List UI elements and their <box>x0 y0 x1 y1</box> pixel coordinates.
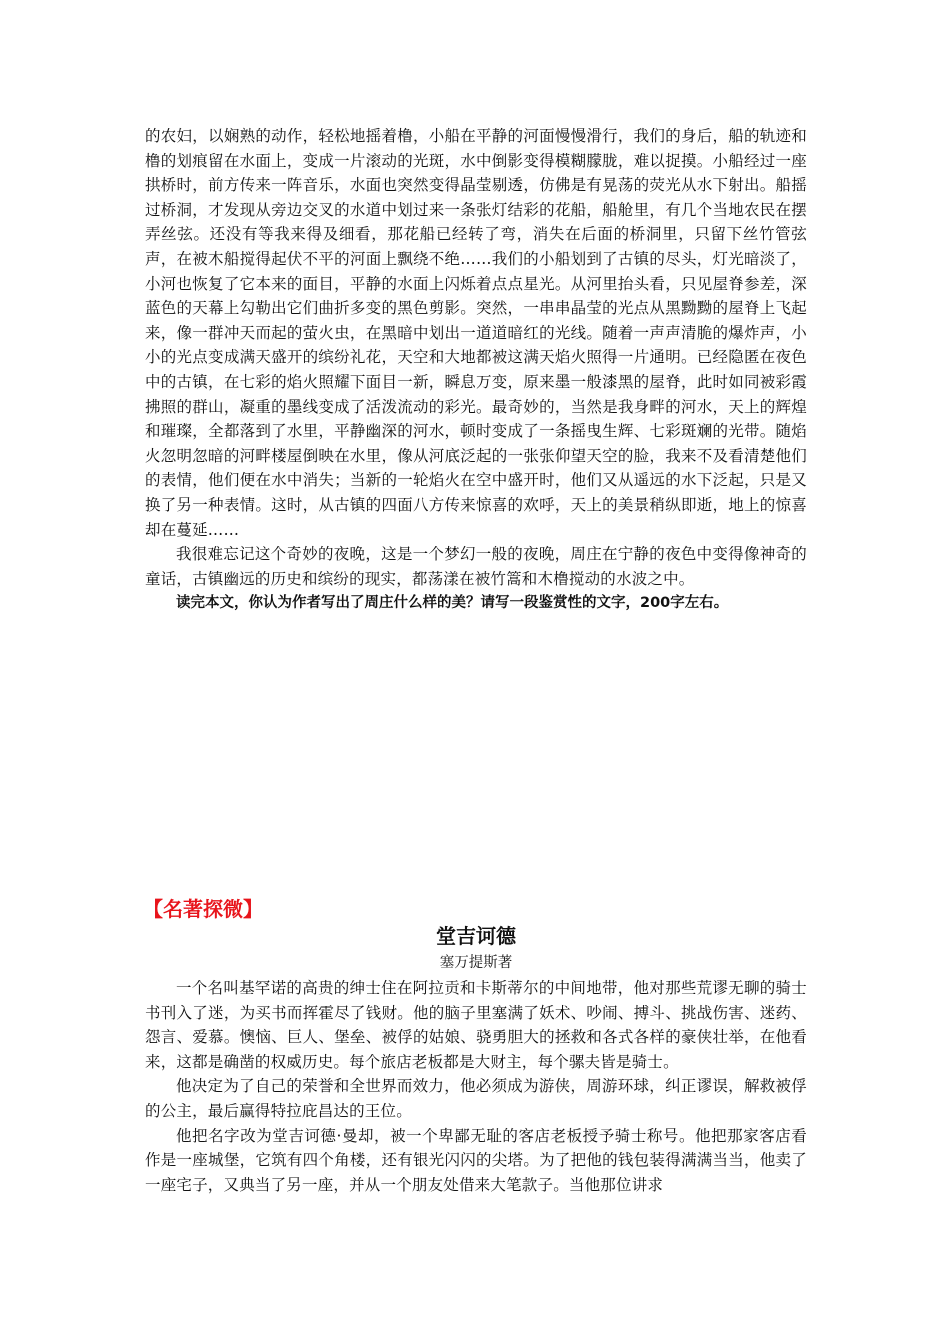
excerpt-paragraph: 一个名叫基罕诺的高贵的绅士住在阿拉贡和卡斯蒂尔的中间地带，他对那些荒谬无聊的骑士书刊入了迷，为买书而挥霍尽了钱财。他的脑子里塞满了妖术、吵闹、搏斗、挑战伤害、迷药、怨言、爱慕。懊恼、巨人、堡垒、被俘的姑娘、骁勇胆大的拯救和各式各样的豪侠壮举，在他看来，这都是确凿的权威历史。每个旅店老板都是大财主，每个骡夫皆是骑士。 <box>145 979 807 1071</box>
section-label: 【名著探微】 <box>143 897 263 921</box>
excerpt-paragraph: 他把名字改为堂吉诃德·曼却，被一个卑鄙无耻的客店老板授予骑士称号。他把那家客店看作是一座城堡，它筑有四个角楼，还有银光闪闪的尖塔。为了把他的钱包装得满满当当，他卖了一座宅子，又典当了另一座，并从一个朋友处借来大笔款子。当他那位讲求 <box>145 1126 807 1194</box>
passage-paragraph: 的农妇，以娴熟的动作，轻松地摇着橹，小船在平静的河面慢慢滑行，我们的身后，船的轨迹和橹的划痕留在水面上，变成一片滚动的光斑，水中倒影变得模糊朦胧，难以捉摸。小船经过一座拱桥时，前方传来一阵音乐，水面也突然变得晶莹剔透，仿佛是有晃荡的荧光从水下射出。船摇过桥洞，才发现从旁边交叉的水道中划过来一条张灯结彩的花船，船舱里，有几个当地农民在摆弄丝弦。还没有等我来得及细看，那花船已经转了弯，消失在后面的桥洞里，只留下丝竹管弦声，在被木船搅得起伏不平的河面上飘绕不绝……我们的小船划到了古镇的尽头，灯光暗淡了，小河也恢复了它本来的面目，平静的水面上闪烁着点点星光。从河里抬头看，只见屋脊参差，深蓝色的天幕上勾勒出它们曲折多变的黑色剪影。突然，一串串晶莹的光点从黑黝黝的屋脊上飞起来，像一群冲天而起的萤火虫，在黑暗中划出一道道暗红的光线。随着一声声清脆的爆炸声，小小的光点变成满天盛开的缤纷礼花，天空和大地都被这满天焰火照得一片通明。已经隐匿在夜色中的古镇，在七彩的焰火照耀下面目一新，瞬息万变，原来墨一般漆黑的屋脊，此时如同被彩霞拂照的群山，凝重的墨线变成了活泼流动的彩光。最奇妙的，当然是我身畔的河水，天上的辉煌和璀璨，全都落到了水里，平静幽深的河水，顿时变成了一条摇曳生辉、七彩斑斓的光带。随焰火忽明忽暗的河畔楼屋倒映在水里，像从河底泛起的一张张仰望天空的脸，我来不及看清楚他们的表情，他们便在水中消失；当新的一轮焰火在空中盛开时，他们又从遥远的水下泛起，只是又换了另一种表情。这时，从古镇的四面八方传来惊喜的欢呼，天上的美景稍纵即逝，地上的惊喜却在蔓延…… <box>145 127 807 539</box>
passage-paragraph: 我很难忘记这个奇妙的夜晚，这是一个梦幻一般的夜晚，周庄在宁静的夜色中变得像神奇的童话，古镇幽远的历史和缤纷的现实，都荡漾在被竹篙和木橹搅动的水波之中。 <box>145 545 807 588</box>
question-prompt: 读完本文，你认为作者写出了周庄什么样的美？请写一段鉴赏性的文字，200字左右。 <box>176 595 729 612</box>
reading-passage <box>145 124 807 616</box>
book-author: 塞万提斯著 <box>439 955 513 971</box>
excerpt-paragraph: 他决定为了自己的荣誉和全世界而效力，他必须成为游侠，周游环球，纠正谬误，解救被俘的公主，最后赢得特拉庇昌达的王位。 <box>145 1077 807 1120</box>
book-title: 堂吉诃德 <box>436 924 516 948</box>
classic-excerpt <box>145 896 807 1197</box>
